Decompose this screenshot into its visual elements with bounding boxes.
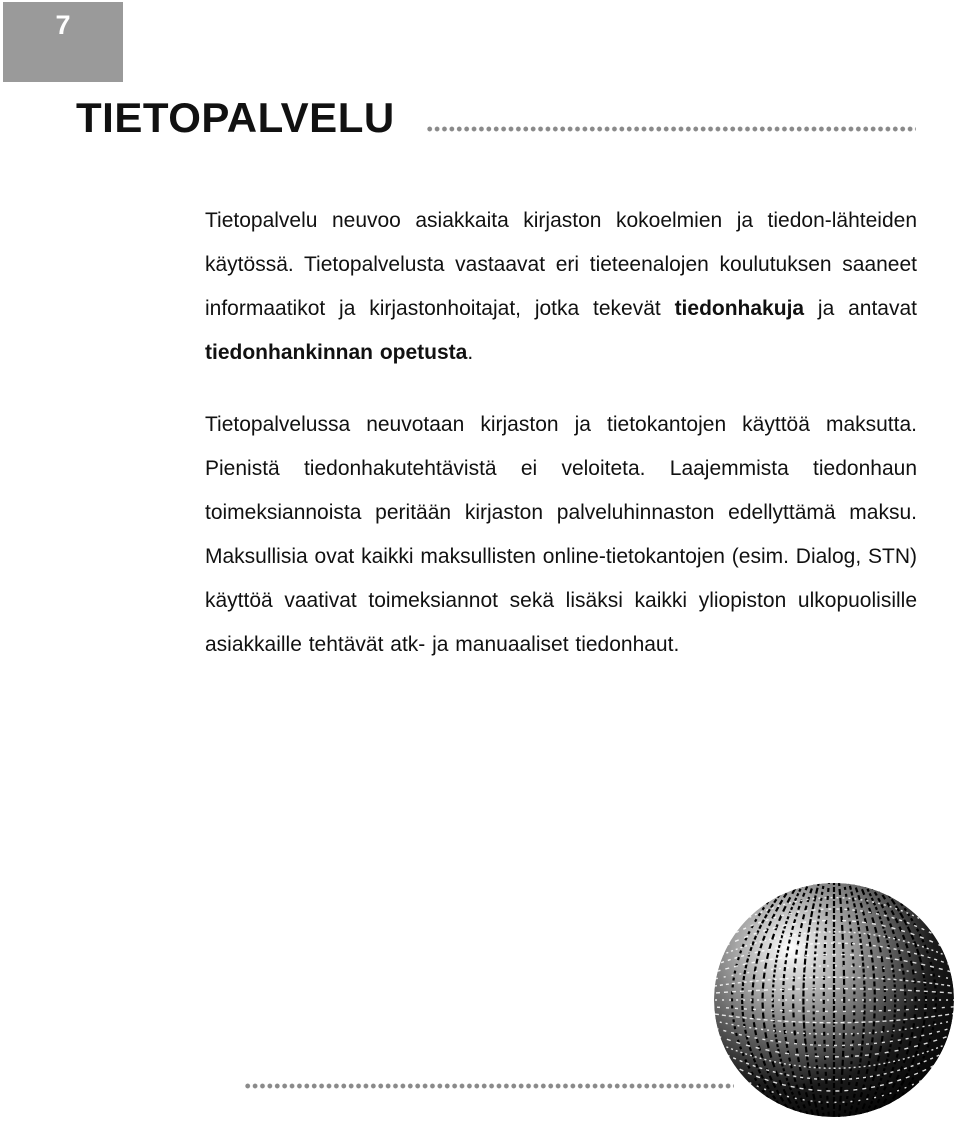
page-number: 7 <box>55 10 71 40</box>
page-number-tab <box>3 2 123 82</box>
chapter-heading <box>76 93 916 143</box>
paragraph-1 <box>205 199 917 375</box>
footer-dotted-line <box>244 1083 734 1089</box>
paragraph-1-text-b: ja antavat <box>804 297 917 320</box>
paragraph-1-text-c: . <box>467 341 474 364</box>
engraved-sphere-illustration <box>708 880 958 1120</box>
term-tiedonhankinnan-opetusta: tiedonhankinnan opetusta <box>205 341 468 364</box>
paragraph-1-text-a: Tietopalvelu neuvoo asiakkaita kirjaston kokoelmien ja tiedon-lähteiden käytössä. Tietopalvelusta vastaavat eri tieteenalojen koulutuksen saaneet informaatikot ja kirjastonhoitajat, jotka tekevät <box>205 209 917 320</box>
title-dotted-leader <box>426 126 916 132</box>
paragraph-2: Tietopalvelussa neuvotaan kirjaston ja tietokantojen käyttöä maksutta. Pienistä tiedonhakutehtävistä ei veloiteta. Laajemmista tiedonhaun toimeksiannoista peritään kirjaston palveluhinnaston edellyttämä maksu. Maksullisia ovat kaikki maksullisten online-tietokantojen (esim. Dialog, STN) käyttöä vaativat toimeksiannot sekä lisäksi kaikki yliopiston ulkopuolisille asiakkaille tehtävät atk- ja manuaaliset tiedonhaut. <box>205 413 917 656</box>
body-text <box>205 199 917 667</box>
term-tiedonhakuja: tiedonhakuja <box>674 297 805 320</box>
page-title: TIETOPALVELU <box>76 94 395 141</box>
